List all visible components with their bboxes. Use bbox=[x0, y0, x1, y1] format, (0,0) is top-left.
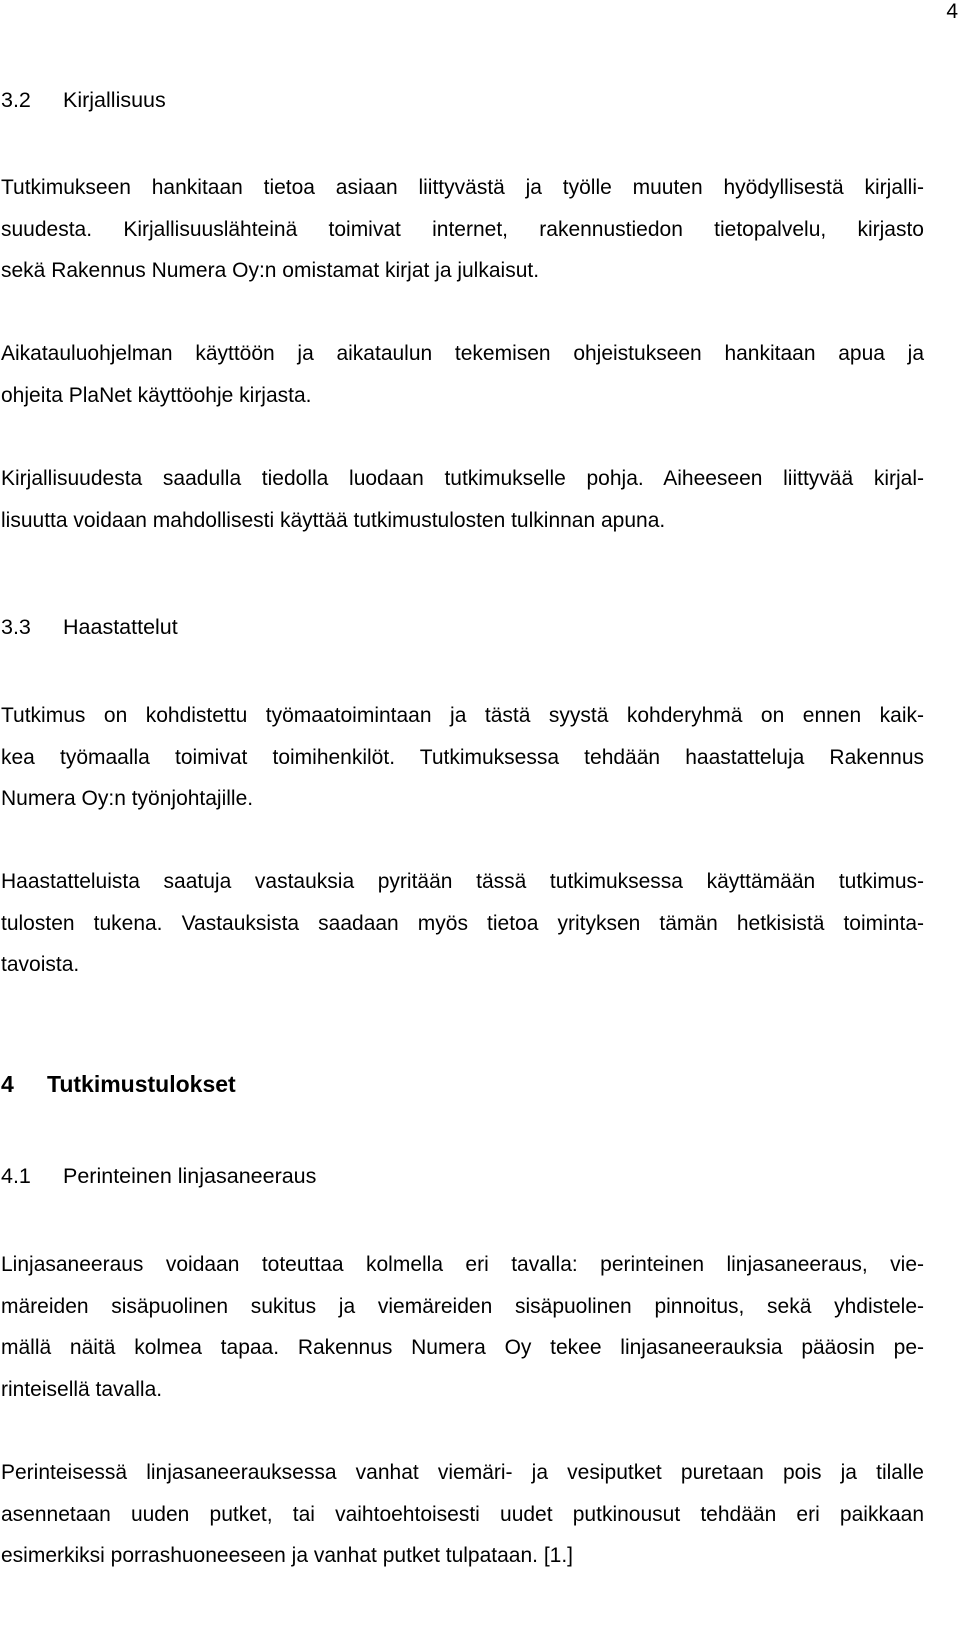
paragraph bbox=[1, 458, 924, 541]
section-heading-4-1 bbox=[1, 1162, 316, 1190]
text-line: Kirjallisuudesta saadulla tiedolla luodaan tutkimukselle pohja. Aiheeseen liittyvää kirjal- bbox=[1, 467, 924, 490]
text-line: Tutkimus on kohdistettu työmaatoimintaan ja tästä syystä kohderyhmä on ennen kaik- bbox=[1, 704, 924, 727]
section-title: Kirjallisuus bbox=[63, 88, 166, 112]
text-line: rinteisellä tavalla. bbox=[1, 1377, 163, 1401]
text-line: tavoista. bbox=[1, 953, 80, 976]
section-number: 3.2 bbox=[1, 88, 31, 112]
text-line: suudesta. Kirjallisuuslähteinä toimivat internet, rakennustiedon tietopalvelu, kirjasto bbox=[1, 217, 924, 241]
text-line: lisuutta voidaan mahdollisesti käyttää tutkimustulosten tulkinnan apuna. bbox=[1, 508, 666, 532]
text-line: esimerkiksi porrashuoneeseen ja vanhat putket tulpataan. [1.] bbox=[1, 1544, 574, 1567]
paragraph bbox=[1, 1244, 924, 1410]
chapter-heading-4 bbox=[1, 1069, 236, 1099]
paragraph bbox=[1, 333, 924, 416]
text-line: kea työmaalla toimivat toimihenkilöt. Tutkimuksessa tehdään haastatteluja Rakennus bbox=[1, 745, 924, 769]
text-line: ohjeita PlaNet käyttöohje kirjasta. bbox=[1, 383, 312, 407]
text-line: Linjasaneeraus voidaan toteuttaa kolmella eri tavalla: perinteinen linjasaneeraus, vie- bbox=[1, 1253, 924, 1276]
text-line: Tutkimukseen hankitaan tietoa asiaan liittyvästä ja työlle muuten hyödyllisestä kirjalli- bbox=[1, 176, 924, 199]
section-heading-3-3 bbox=[1, 613, 178, 641]
section-title: Perinteinen linjasaneeraus bbox=[63, 1164, 317, 1188]
text-line: Numera Oy:n työnjohtajille. bbox=[1, 787, 254, 810]
chapter-number: 4 bbox=[1, 1071, 14, 1097]
text-line: asennetaan uuden putket, tai vaihtoehtoisesti uudet putkinousut tehdään eri paikkaan bbox=[1, 1502, 924, 1526]
chapter-title: Tutkimustulokset bbox=[47, 1071, 236, 1097]
section-number: 4.1 bbox=[1, 1164, 31, 1188]
text-line: mällä näitä kolmea tapaa. Rakennus Numera Oy tekee linjasaneerauksia pääosin pe- bbox=[1, 1336, 924, 1359]
section-heading-3-2 bbox=[1, 86, 166, 114]
text-line: Perinteisessä linjasaneerauksessa vanhat viemäri- ja vesiputket puretaan pois ja tilalle bbox=[1, 1461, 924, 1484]
text-line: sekä Rakennus Numera Oy:n omistamat kirjat ja julkaisut. bbox=[1, 259, 540, 282]
text-line: Aikatauluohjelman käyttöön ja aikataulun tekemisen ohjeistukseen hankitaan apua ja bbox=[1, 342, 924, 365]
text-line: tulosten tukena. Vastauksista saadaan myös tietoa yrityksen tämän hetkisistä toiminta- bbox=[1, 911, 924, 935]
text-line: Haastatteluista saatuja vastauksia pyritään tässä tutkimuksessa käyttämään tutkimus- bbox=[1, 870, 924, 893]
page-number: 4 bbox=[946, 0, 958, 23]
section-number: 3.3 bbox=[1, 615, 31, 639]
section-title: Haastattelut bbox=[63, 615, 178, 639]
paragraph bbox=[1, 861, 924, 986]
paragraph bbox=[1, 167, 924, 292]
paragraph bbox=[1, 1452, 924, 1577]
text-line: märeiden sisäpuolinen sukitus ja viemäreiden sisäpuolinen pinnoitus, sekä yhdistele- bbox=[1, 1294, 924, 1318]
paragraph bbox=[1, 695, 924, 820]
